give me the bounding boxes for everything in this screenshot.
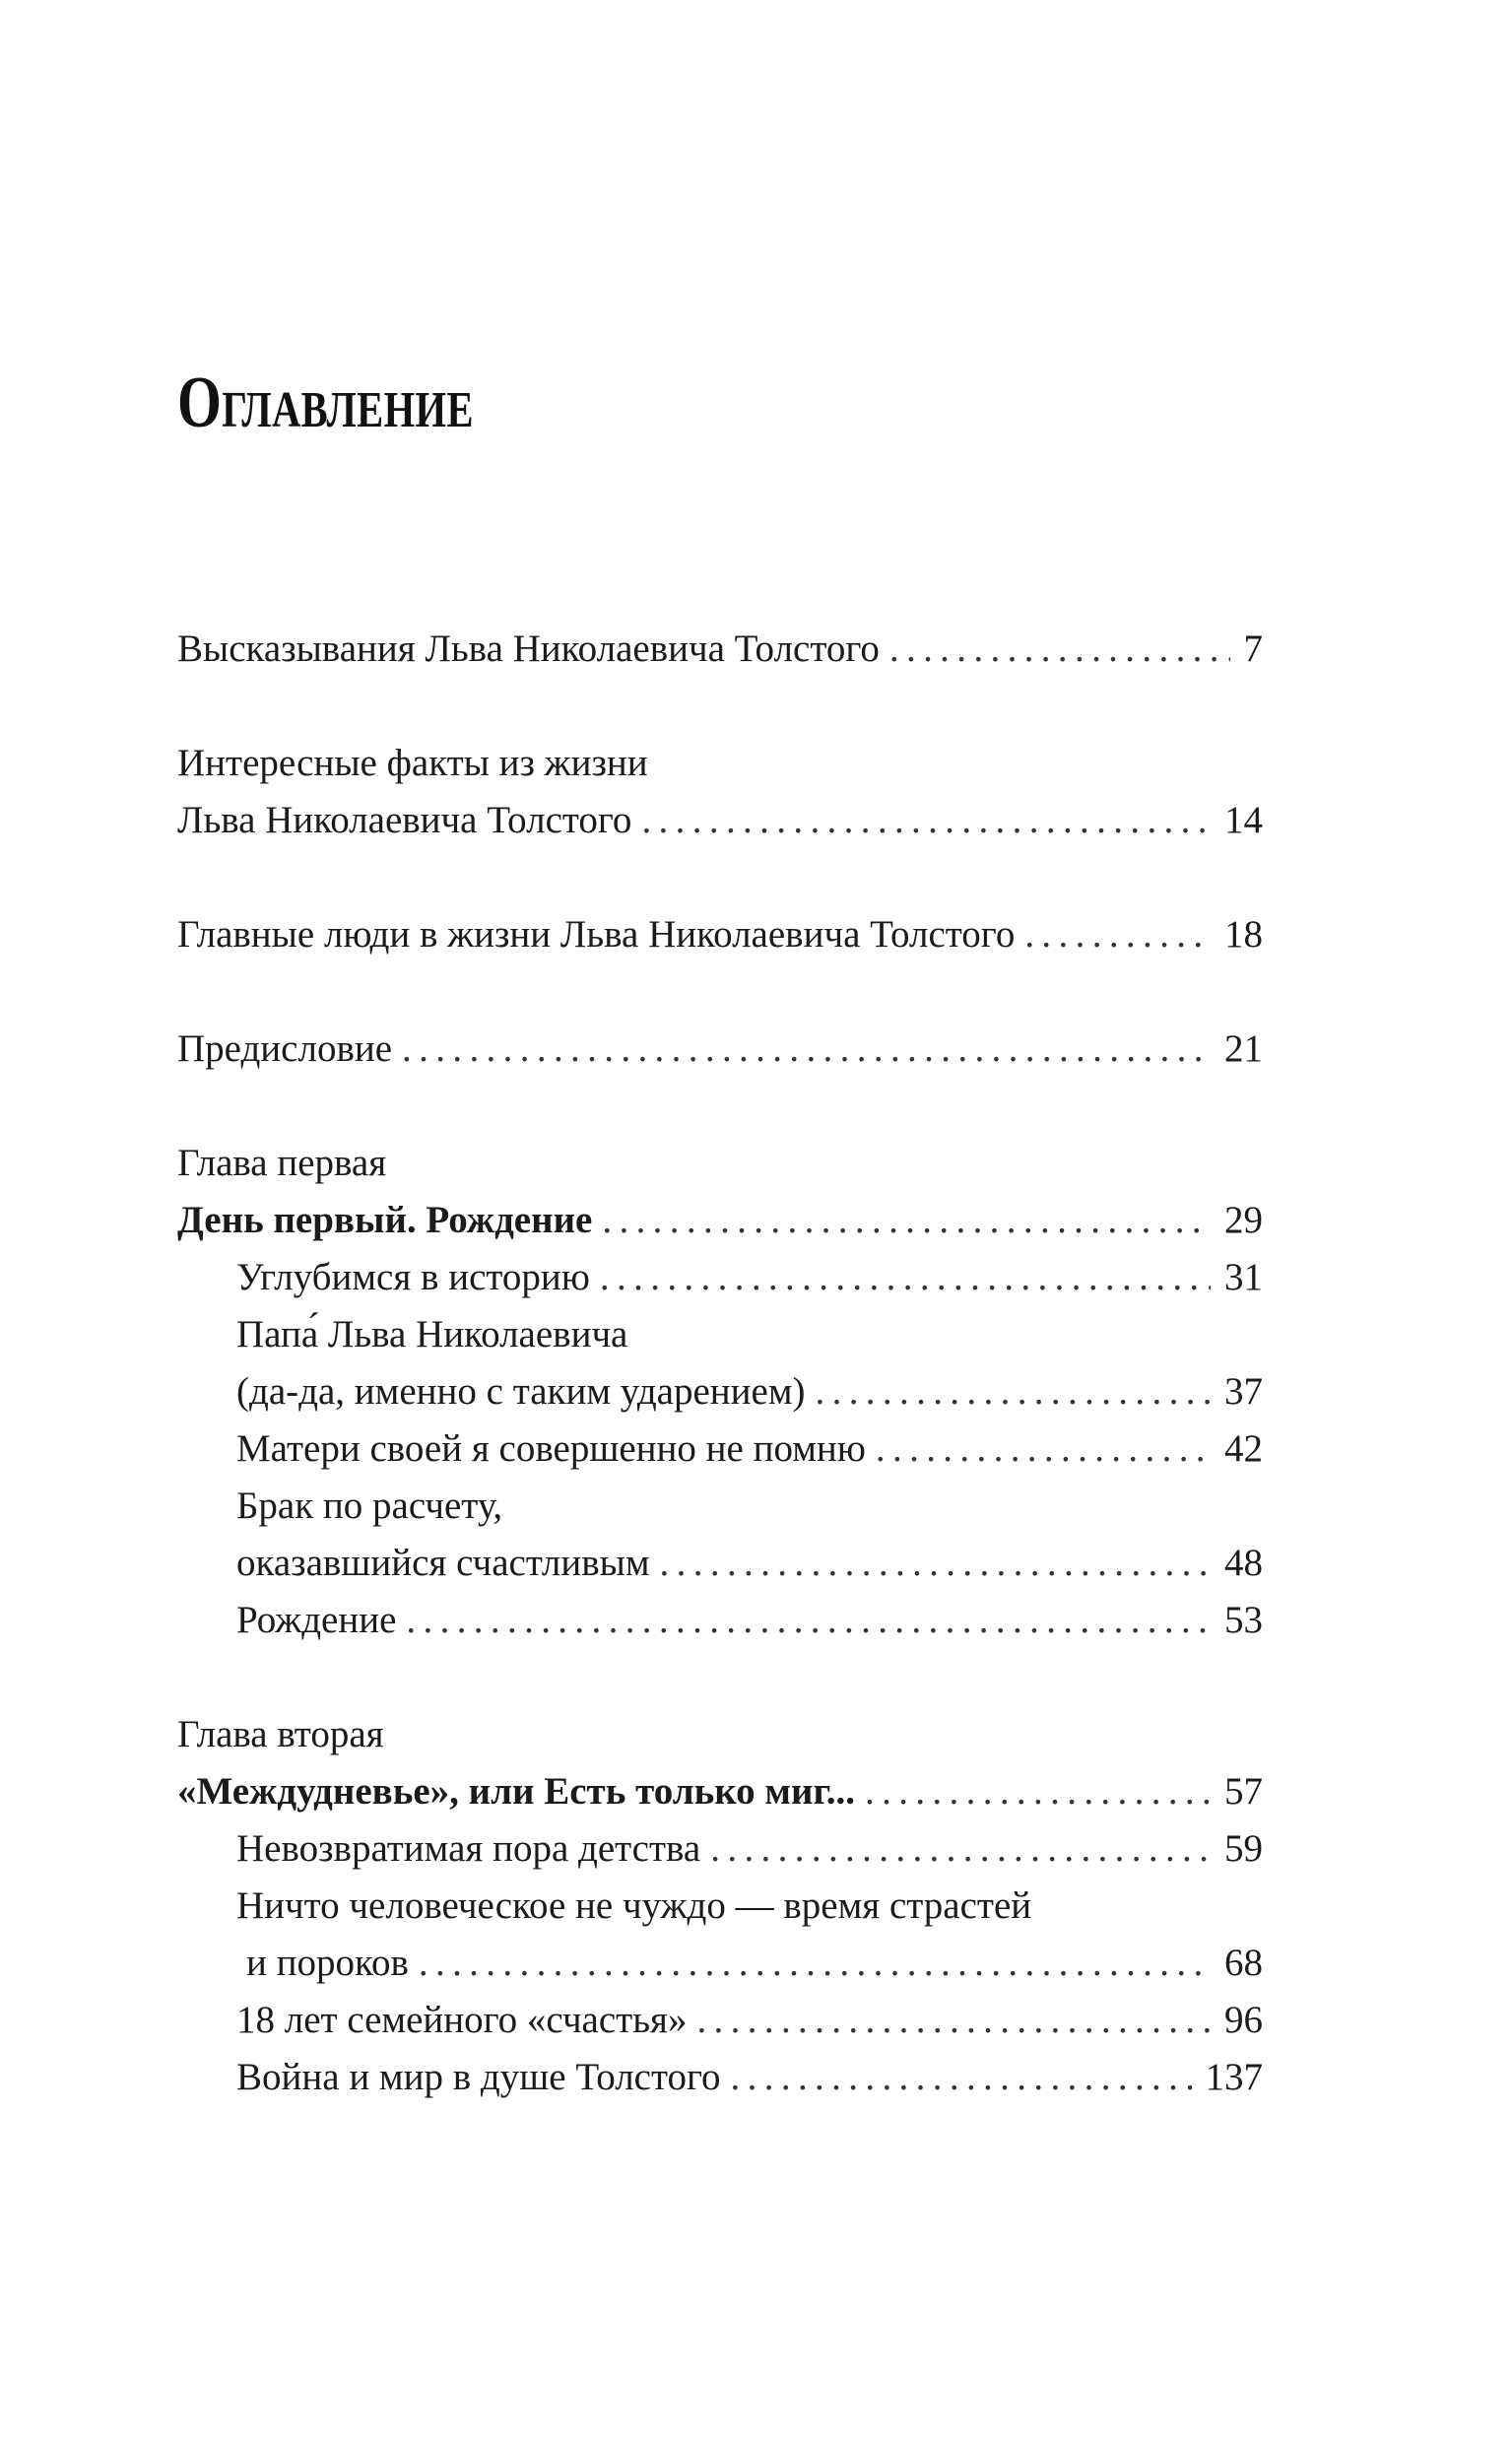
dot-leader [600,1249,1211,1306]
toc-section-entry[interactable] [177,1420,1263,1478]
chapter-title: «Междудневье», или Есть только миг... [177,1770,856,1813]
toc-chapter-entry[interactable] [177,1192,1263,1249]
toc-section-entry[interactable] [177,1249,1263,1306]
section-title: Углубимся в историю [236,1256,590,1298]
toc-page-number: 37 [1224,1370,1263,1413]
dot-leader [402,1021,1211,1078]
toc-chapter-entry[interactable] [177,1763,1263,1820]
dot-leader [710,1820,1211,1878]
section-title: Матери своей я совершенно не помню [236,1427,866,1470]
toc-section-entry[interactable] [177,1935,1263,1992]
toc-group-people [177,906,1263,963]
section-title: Война и мир в душе Толстого [236,2056,721,2098]
dot-leader [816,1363,1212,1420]
dot-leader [889,621,1230,678]
chapter-label: Глава вторая [177,1713,384,1755]
dot-leader [731,2049,1192,2106]
toc-page-number: 48 [1224,1542,1263,1584]
chapter-label: Глава первая [177,1142,387,1184]
section-title: 18 лет семейного «счастья» [236,1999,688,2041]
toc-page-number: 53 [1224,1599,1263,1641]
toc-entry-title-line: Интересные факты из жизни [177,742,648,784]
toc-page-number: 29 [1224,1199,1263,1241]
section-title-line: Папа́ Льва Николаевича [236,1313,628,1355]
table-of-contents [177,621,1263,2106]
dot-leader [696,1992,1211,2049]
section-title: Невозвратимая пора детства [236,1827,701,1870]
toc-entry[interactable] [177,906,1263,963]
toc-chapter-1 [177,1135,1263,1649]
toc-page-number: 68 [1224,1942,1263,1984]
section-title-line: Ничто человеческое не чуждо — время страстей [236,1884,1032,1927]
section-title: и пороков [246,1942,409,1984]
dot-leader [865,1763,1211,1820]
toc-page-number: 59 [1224,1827,1263,1870]
toc-entry-title: Высказывания Льва Николаевича Толстого [177,627,880,670]
toc-group-sayings [177,621,1263,678]
dot-leader [876,1420,1211,1478]
section-title: оказавшийся счастливым [236,1542,650,1584]
toc-section-entry[interactable] [177,1820,1263,1878]
dot-leader [419,1935,1211,1992]
toc-page-number: 14 [1224,799,1263,841]
toc-section-entry[interactable] [177,1535,1263,1592]
page-title [177,363,474,443]
toc-page-number: 57 [1224,1770,1263,1813]
toc-entry-title: Льва Николаевича Толстого [177,799,632,841]
page-title-rest: ГЛАВЛЕНИЕ [222,382,474,438]
toc-entry[interactable] [177,1021,1263,1078]
toc-entry[interactable] [177,621,1263,678]
page-title-initial: О [177,363,223,443]
toc-group-facts [177,735,1263,849]
toc-page-number: 21 [1224,1027,1263,1070]
toc-page-number: 137 [1205,2056,1263,2098]
section-title: (да-да, именно с таким ударением) [236,1370,806,1413]
dot-leader [641,792,1211,849]
toc-page-number: 18 [1224,913,1263,956]
toc-entry-title: Предисловие [177,1027,393,1070]
toc-section-entry[interactable] [177,1992,1263,2049]
toc-entry-title: Главные люди в жизни Льва Николаевича Толстого [177,913,1016,956]
toc-entry[interactable] [177,792,1263,849]
toc-page-number: 31 [1224,1256,1263,1298]
chapter-title: День первый. Рождение [177,1199,593,1241]
toc-section-entry[interactable] [177,2049,1263,2106]
toc-page-number: 7 [1243,627,1263,670]
toc-section-entry[interactable] [177,1592,1263,1649]
toc-section-entry[interactable] [177,1363,1263,1420]
dot-leader [1024,906,1211,963]
dot-leader [660,1535,1211,1592]
section-title-line: Брак по расчету, [236,1485,503,1527]
toc-chapter-2 [177,1706,1263,2106]
dot-leader [406,1592,1211,1649]
toc-page-number: 42 [1224,1427,1263,1470]
section-title: Рождение [236,1599,397,1641]
toc-page-number: 96 [1224,1999,1263,2041]
toc-group-preface [177,1021,1263,1078]
dot-leader [602,1192,1211,1249]
